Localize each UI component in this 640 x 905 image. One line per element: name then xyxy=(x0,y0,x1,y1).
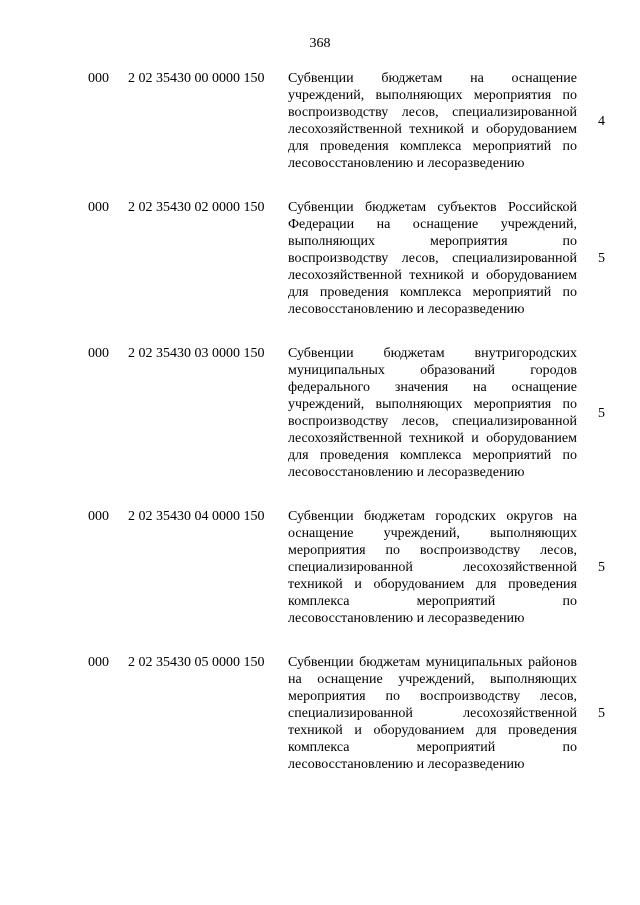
table-row xyxy=(0,70,640,172)
row-value: 5 xyxy=(598,251,605,266)
budget-code-table xyxy=(0,70,640,800)
income-description: Субвенции бюджетам внутригородских муниципальных образований городов федерального значения на оснащение учреждений, выполняющих мероприятия по воспроизводству лесов, специализированной лесохозяйственной техникой и оборудованием для проведения комплекса мероприятий по лесовосстановлению и лесоразведению xyxy=(288,346,577,480)
income-description: Субвенции бюджетам на оснащение учреждений, выполняющих мероприятия по воспроизводству лесов, специализированной лесохозяйственной техникой и оборудованием для проведения комплекса мероприятий по лесовосстановлению и лесоразведению xyxy=(288,71,577,171)
admin-code: 000 xyxy=(88,346,109,361)
admin-code: 000 xyxy=(88,200,109,215)
budget-classification-code: 2 02 35430 03 0000 150 xyxy=(128,346,265,361)
table-row xyxy=(0,199,640,318)
budget-classification-code: 2 02 35430 05 0000 150 xyxy=(128,655,265,670)
admin-code: 000 xyxy=(88,655,109,670)
budget-classification-code: 2 02 35430 04 0000 150 xyxy=(128,509,265,524)
row-value: 4 xyxy=(598,113,605,129)
row-value: 5 xyxy=(598,560,605,575)
income-description: Субвенции бюджетам городских округов на оснащение учреждений, выполняющих мероприятия по воспроизводству лесов, специализированной лесохозяйственной техникой и оборудованием для проведения комплекса мероприятий по лесовосстановлению и лесоразведению xyxy=(288,509,577,626)
table-row xyxy=(0,508,640,627)
budget-classification-code: 2 02 35430 02 0000 150 xyxy=(128,200,265,215)
budget-classification-code: 2 02 35430 00 0000 150 xyxy=(128,71,265,86)
admin-code: 000 xyxy=(88,71,109,86)
table-row xyxy=(0,654,640,773)
page-number: 368 xyxy=(309,36,331,51)
row-value: 5 xyxy=(598,706,605,721)
admin-code: 000 xyxy=(88,509,109,524)
income-description: Субвенции бюджетам муниципальных районов на оснащение учреждений, выполняющих мероприятия по воспроизводству лесов, специализированной лесохозяйственной техникой и оборудованием для проведения комплекса мероприятий по лесовосстановлению и лесоразведению xyxy=(288,655,577,772)
table-row xyxy=(0,345,640,481)
row-value: 5 xyxy=(598,405,605,421)
income-description: Субвенции бюджетам субъектов Российской Федерации на оснащение учреждений, выполняющих мероприятия по воспроизводству лесов, специализированной лесохозяйственной техникой и оборудованием для проведения комплекса мероприятий по лесовосстановлению и лесоразведению xyxy=(288,200,577,317)
